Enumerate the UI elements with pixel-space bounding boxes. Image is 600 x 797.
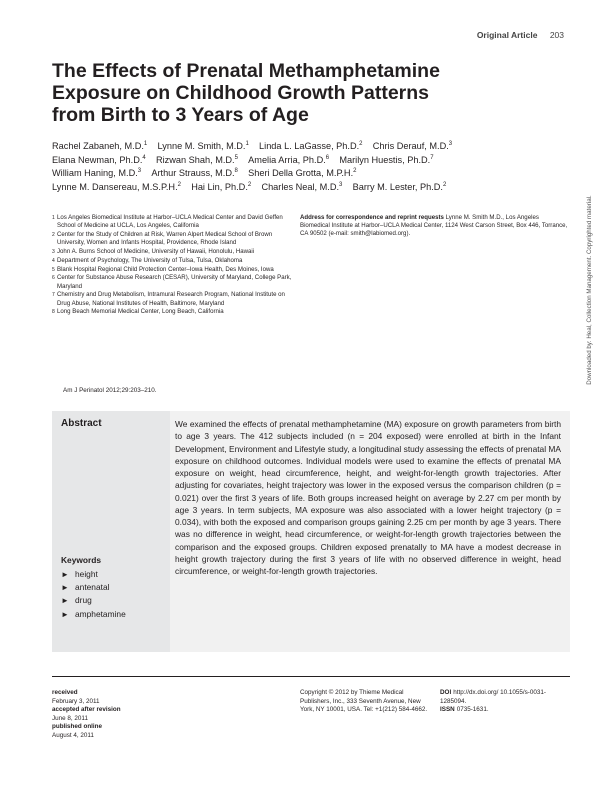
author-affiliation-number: 2 — [442, 181, 447, 188]
article-title: The Effects of Prenatal Methamphetamine Exposure on Childhood Growth Patterns from Birth to 3 Years of Age — [52, 60, 440, 126]
affiliation-text: Chemistry and Drug Metabolism, Intramural Research Program, National Institute on Drug Abuse, National Institutes of Health, Baltimore, Maryland — [57, 291, 285, 307]
author-affiliation-number: 1 — [245, 141, 249, 147]
author-name: Hai Lin, Ph.D. — [191, 181, 248, 192]
author-affiliation-number: 8 — [234, 168, 238, 174]
keyword-label: height — [75, 569, 98, 579]
keywords-heading: Keywords — [61, 555, 102, 565]
affiliation-number: 4 — [52, 257, 55, 264]
author-name: Lynne M. Dansereau, M.S.P.H. — [52, 181, 178, 192]
arrow-icon: ► — [61, 609, 69, 619]
author-name: Barry M. Lester, Ph.D. — [352, 181, 443, 192]
author-name: Arthur Strauss, M.D. — [151, 168, 235, 178]
author-affiliation-number: 3 — [339, 181, 343, 188]
arrow-icon: ► — [61, 583, 69, 593]
author-name: Amelia Arria, Ph.D. — [248, 154, 326, 165]
affiliation-number: 8 — [52, 309, 55, 316]
author-line — [52, 167, 562, 181]
keyword-item — [61, 568, 126, 581]
author-line — [52, 140, 562, 154]
author-name: Chris Derauf, M.D. — [372, 141, 449, 151]
issn-value: 0735-1631. — [456, 706, 489, 713]
correspondence-text: Lynne M. Smith M.D., Los Angeles Biomedical Institute at Harbor–UCLA Medical Center, 1124 West Carson Street, Box 446, Torrance, CA 90502 (e-mail: smith@labiomed.org). — [300, 214, 568, 238]
page-number: 203 — [549, 30, 564, 40]
author-name: Linda L. LaGasse, Ph.D. — [259, 141, 360, 151]
author-affiliation-number: 5 — [234, 154, 238, 161]
issn-label: ISSN — [440, 706, 455, 713]
doi-link[interactable]: http://dx.doi.org/ 10.1055/s-0031-1285094. — [440, 689, 546, 705]
keyword-item — [61, 594, 126, 607]
author-affiliation-number: 7 — [430, 154, 434, 161]
published-label: published online — [52, 723, 103, 730]
section-label: Original Article — [476, 30, 538, 40]
affiliation-number: 6 — [52, 275, 55, 282]
author-list — [52, 140, 562, 194]
affiliation-text: Department of Psychology, The University of Tulsa, Tulsa, Oklahoma — [57, 256, 243, 264]
author-name: Lynne M. Smith, M.D. — [157, 141, 246, 151]
author-name: Rizwan Shah, M.D. — [155, 154, 235, 165]
keyword-label: amphetamine — [75, 608, 126, 619]
author-affiliation-number: 6 — [325, 154, 330, 161]
author-name: Elana Newman, Ph.D. — [52, 154, 143, 165]
affiliation-item — [52, 291, 292, 307]
published-date: August 4, 2011 — [52, 731, 94, 739]
doi-block — [440, 689, 570, 715]
doi-label: DOI — [440, 689, 452, 696]
affiliation-number: 2 — [52, 232, 55, 238]
author-name: Sheri Della Grotta, M.P.H. — [248, 168, 354, 178]
affiliation-item — [52, 257, 292, 265]
author-name: Charles Neal, M.D. — [261, 181, 340, 192]
author-affiliation-number: 2 — [353, 168, 357, 174]
correspondence-label: Address for correspondence and reprint requests — [300, 214, 444, 221]
journal-citation: Am J Perinatol 2012;29:203–210. — [63, 387, 157, 394]
affiliation-text: Blank Hospital Regional Child Protection Center–Iowa Health, Des Moines, Iowa — [57, 265, 274, 273]
accepted-label: accepted after revision — [52, 706, 121, 713]
author-affiliation-number: 2 — [247, 181, 252, 188]
affiliation-item — [52, 274, 292, 290]
received-label: received — [52, 689, 78, 696]
author-name: Rachel Zabaneh, M.D. — [52, 141, 144, 151]
author-name: William Haning, M.D. — [52, 168, 138, 178]
correspondence-address — [300, 214, 570, 239]
affiliation-text: Los Angeles Biomedical Institute at Harbor–UCLA Medical Center and David Geffen School of Medicine at UCLA, Los Angeles, California — [57, 214, 283, 230]
affiliation-item — [52, 266, 292, 274]
affiliation-text: John A. Burns School of Medicine, University of Hawaii, Honolulu, Hawaii — [57, 248, 255, 255]
arrow-icon: ► — [61, 570, 69, 579]
affiliations — [52, 214, 292, 317]
affiliation-item — [52, 248, 292, 256]
author-affiliation-number: 3 — [137, 168, 142, 174]
author-affiliation-number: 4 — [142, 154, 146, 161]
watermark-text: Downloaded by: Heal, Collection Management. Copyrighted material. — [586, 195, 593, 385]
keyword-label: antenatal — [75, 582, 110, 593]
abstract-heading: Abstract — [61, 418, 102, 429]
affiliation-number: 1 — [52, 215, 55, 221]
abstract-paragraph: We examined the effects of prenatal methamphetamine (MA) exposure on growth parameters from birth to age 3 years. The 412 subjects included (n = 204 exposed) were enrolled at birth in the Infant Development, Environment and Lifestyle study, a longitudinal study assessing the effects of prenatal MA exposure on childhood outcomes. Individual models were used to examine the effects of prenatal MA exposure on weight, head circumference, height, and weight-for-length growth trajectories. After adjusting for covariates, height trajectory was lower in the exposed versus the comparison children (p = 0.021) over the first 3 years of life. Both groups increased height on average by 2.27 cm per month by age 3 years. In term subjects, MA exposure was also associated with a lower height trajectory (p = 0.034), with both the exposed and comparison groups gaining 2.25 cm per month by age 3 years. There was no difference in weight, head circumference, or weight-for-length growth trajectories between the comparison and the exposed groups. Children exposed prenatally to MA have a modest decrease in height growth trajectory during the first 3 years of life with no observed difference in weight, head circumference, or weight-for-length growth trajectories. — [175, 419, 561, 576]
abstract-text — [175, 418, 561, 577]
affiliation-item — [52, 231, 292, 247]
footer-divider — [52, 676, 570, 677]
author-affiliation-number: 2 — [359, 141, 363, 147]
author-affiliation-number: 1 — [143, 141, 148, 147]
article-dates — [52, 689, 121, 740]
author-name: Marilyn Huestis, Ph.D. — [339, 154, 431, 165]
affiliation-number: 7 — [52, 292, 55, 299]
author-line — [52, 181, 562, 195]
keyword-item — [61, 608, 126, 621]
author-affiliation-number: 3 — [448, 141, 453, 147]
arrow-icon: ► — [61, 596, 69, 606]
keyword-label: drug — [75, 595, 92, 606]
running-header — [477, 30, 564, 40]
affiliation-text: Center for Substance Abuse Research (CESAR), University of Maryland, College Park, Maryland — [57, 274, 292, 290]
keyword-item — [61, 581, 126, 594]
author-line — [52, 154, 562, 168]
affiliation-text: Long Beach Memorial Medical Center, Long Beach, California — [57, 308, 224, 316]
author-affiliation-number: 2 — [177, 181, 181, 188]
accepted-date: June 8, 2011 — [52, 714, 88, 722]
received-date: February 3, 2011 — [52, 697, 100, 705]
affiliation-item — [52, 214, 292, 230]
copyright-notice: Copyright © 2012 by Thieme Medical Publishers, Inc., 333 Seventh Avenue, New York, NY 10001, USA. Tel: +1(212) 584-4662. — [300, 689, 428, 713]
keyword-list — [61, 568, 126, 621]
affiliation-number: 5 — [52, 266, 55, 273]
affiliation-number: 3 — [52, 249, 55, 255]
affiliation-text: Center for the Study of Children at Risk, Warren Alpert Medical School of Brown University, Women and Infants Hospital, Providence, Rhode Island — [57, 231, 273, 247]
affiliation-item — [52, 308, 292, 316]
